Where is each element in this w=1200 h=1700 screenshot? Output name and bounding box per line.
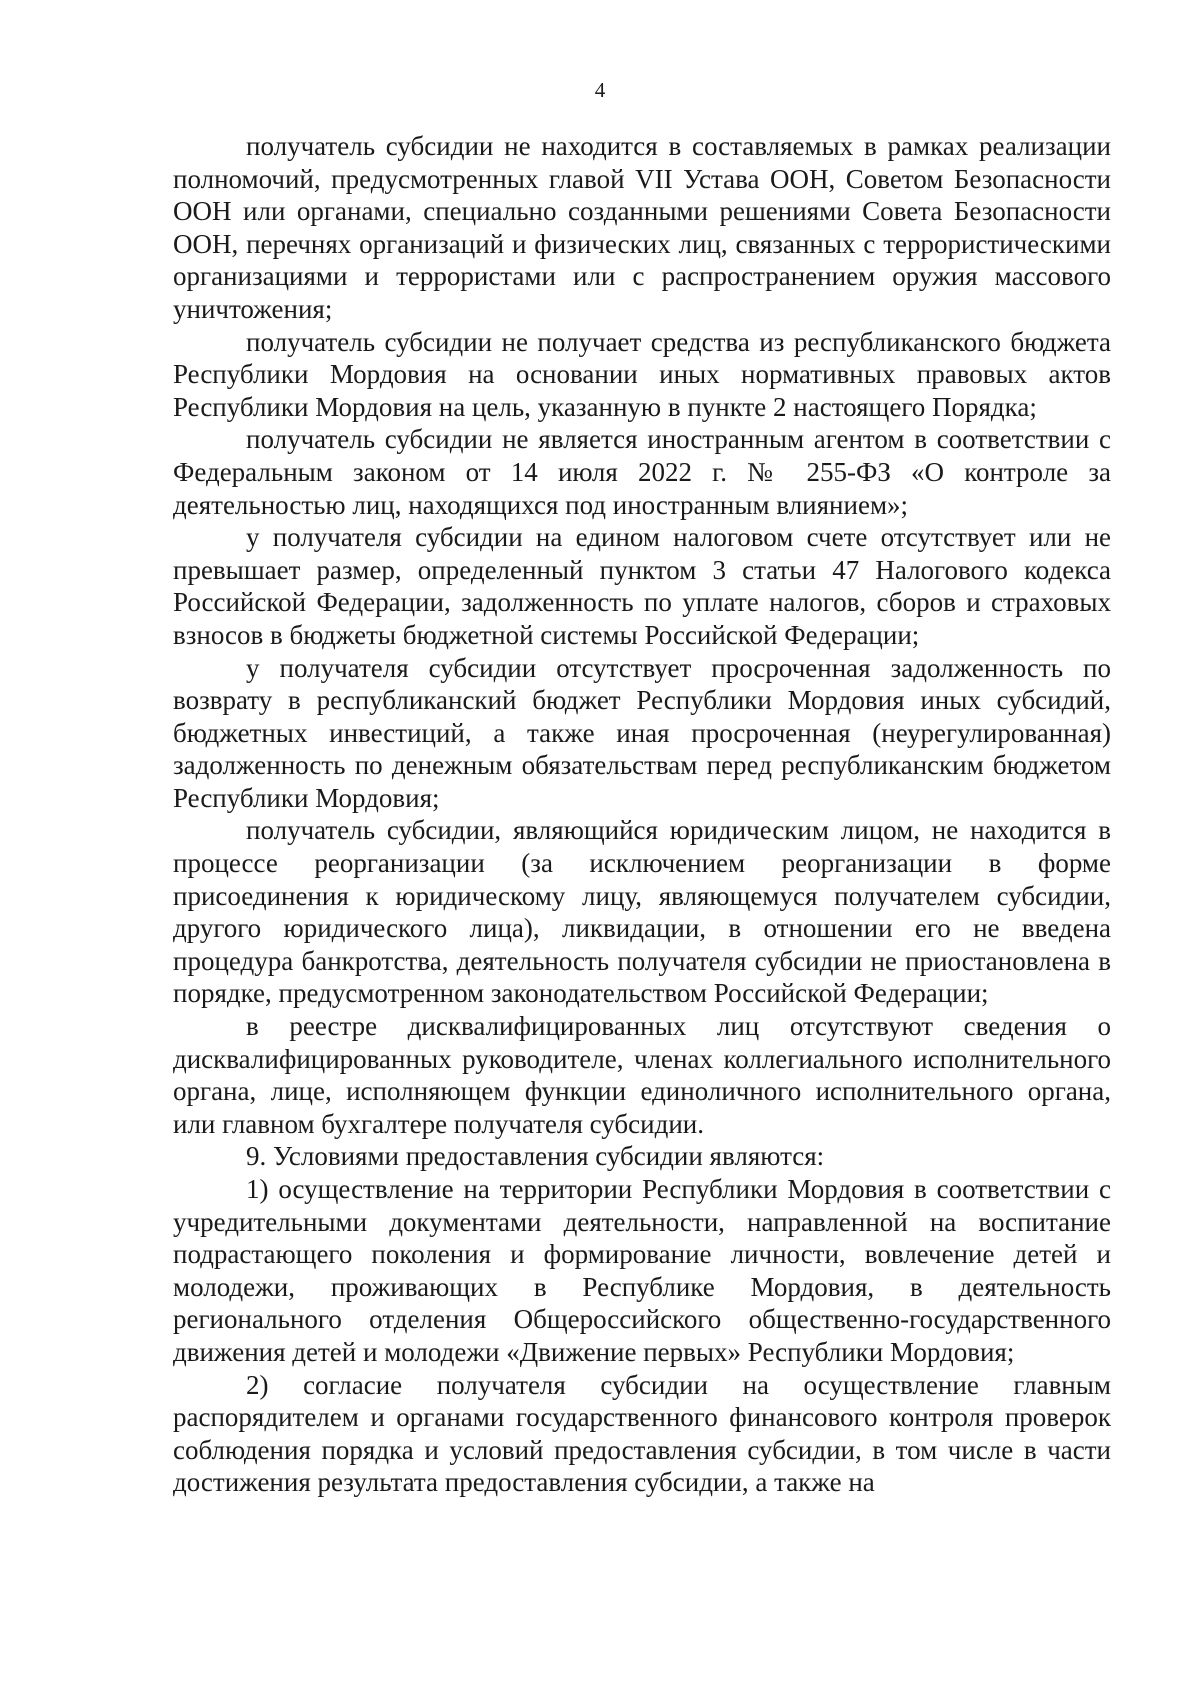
paragraph-section-9-heading: 9. Условиями предоставления субсидии являются: bbox=[246, 1141, 825, 1172]
page-number: 4 bbox=[594, 78, 606, 102]
paragraph-no-overdue-debt: у получателя субсидии отсутствует просроченная задолженность по возврату в республиканский бюджет Республики Мордовия иных субсидий, бюджетных инвестиций, а также иная просроченная (неурегулированная) задолженность по денежным обязательствам перед республиканским бюджетом Республики Мордовия; bbox=[173, 652, 1111, 813]
paragraph-no-other-budget-funds: получатель субсидии не получает средства из республиканского бюджета Республики Мордовия на основании иных нормативных правовых актов Республики Мордовия на цель, указанную в пункте 2 настоящего Порядка; bbox=[173, 326, 1111, 422]
paragraph-condition-2: 2) согласие получателя субсидии на осуществление главным распорядителем и органами государственного финансового контроля проверок соблюдения порядка и условий предоставления субсидии, в том числе в части достижения результата предоставления субсидии, а также на bbox=[173, 1369, 1111, 1498]
paragraph-not-in-terrorist-lists: получатель субсидии не находится в составляемых в рамках реализации полномочий, предусмотренных главой VII Устава ООН, Советом Безопасности ООН или органами, специально созданными решениями Совета Безопасности ООН, перечнях организаций и физических лиц, связанных с террористическими организациями и террористами или с распространением оружия массового уничтожения; bbox=[173, 131, 1111, 324]
paragraph-no-tax-debt: у получателя субсидии на едином налоговом счете отсутствует или не превышает размер, определенный пунктом 3 статьи 47 Налогового кодекса Российской Федерации, задолженность по уплате налогов, сборов и страховых взносов в бюджеты бюджетной системы Российской Федерации; bbox=[173, 522, 1111, 650]
paragraph-disqualified-persons-registry: в реестре дисквалифицированных лиц отсутствуют сведения о дисквалифицированных руководителе, членах коллегиального исполнительного органа, лице, исполняющем функции единоличного исполнительного органа, или главном бухгалтере получателя субсидии. bbox=[173, 1011, 1111, 1139]
paragraph-not-foreign-agent: получатель субсидии не является иностранным агентом в соответствии с Федеральным законом от 14 июля 2022 г. № 255-ФЗ «О контроле за деятельностью лиц, находящихся под иностранным влиянием»; bbox=[173, 424, 1111, 520]
paragraph-not-in-reorganization: получатель субсидии, являющийся юридическим лицом, не находится в процессе реорганизации (за исключением реорганизации в форме присоединения к юридическому лицу, являющемуся получателем субсидии, другого юридического лица), ликвидации, в отношении его не введена процедура банкротства, деятельность получателя субсидии не приостановлена в порядке, предусмотренном законодательством Российской Федерации; bbox=[173, 815, 1111, 1009]
document-body bbox=[173, 130, 1111, 1499]
paragraph-condition-1: 1) осуществление на территории Республики Мордовия в соответствии с учредительными документами деятельности, направленной на воспитание подрастающего поколения и формирование личности, вовлечение детей и молодежи, проживающих в Республике Мордовия, в деятельность регионального отделения Общероссийского общественно-государственного движения детей и молодежи «Движение первых» Республики Мордовия; bbox=[173, 1174, 1111, 1367]
